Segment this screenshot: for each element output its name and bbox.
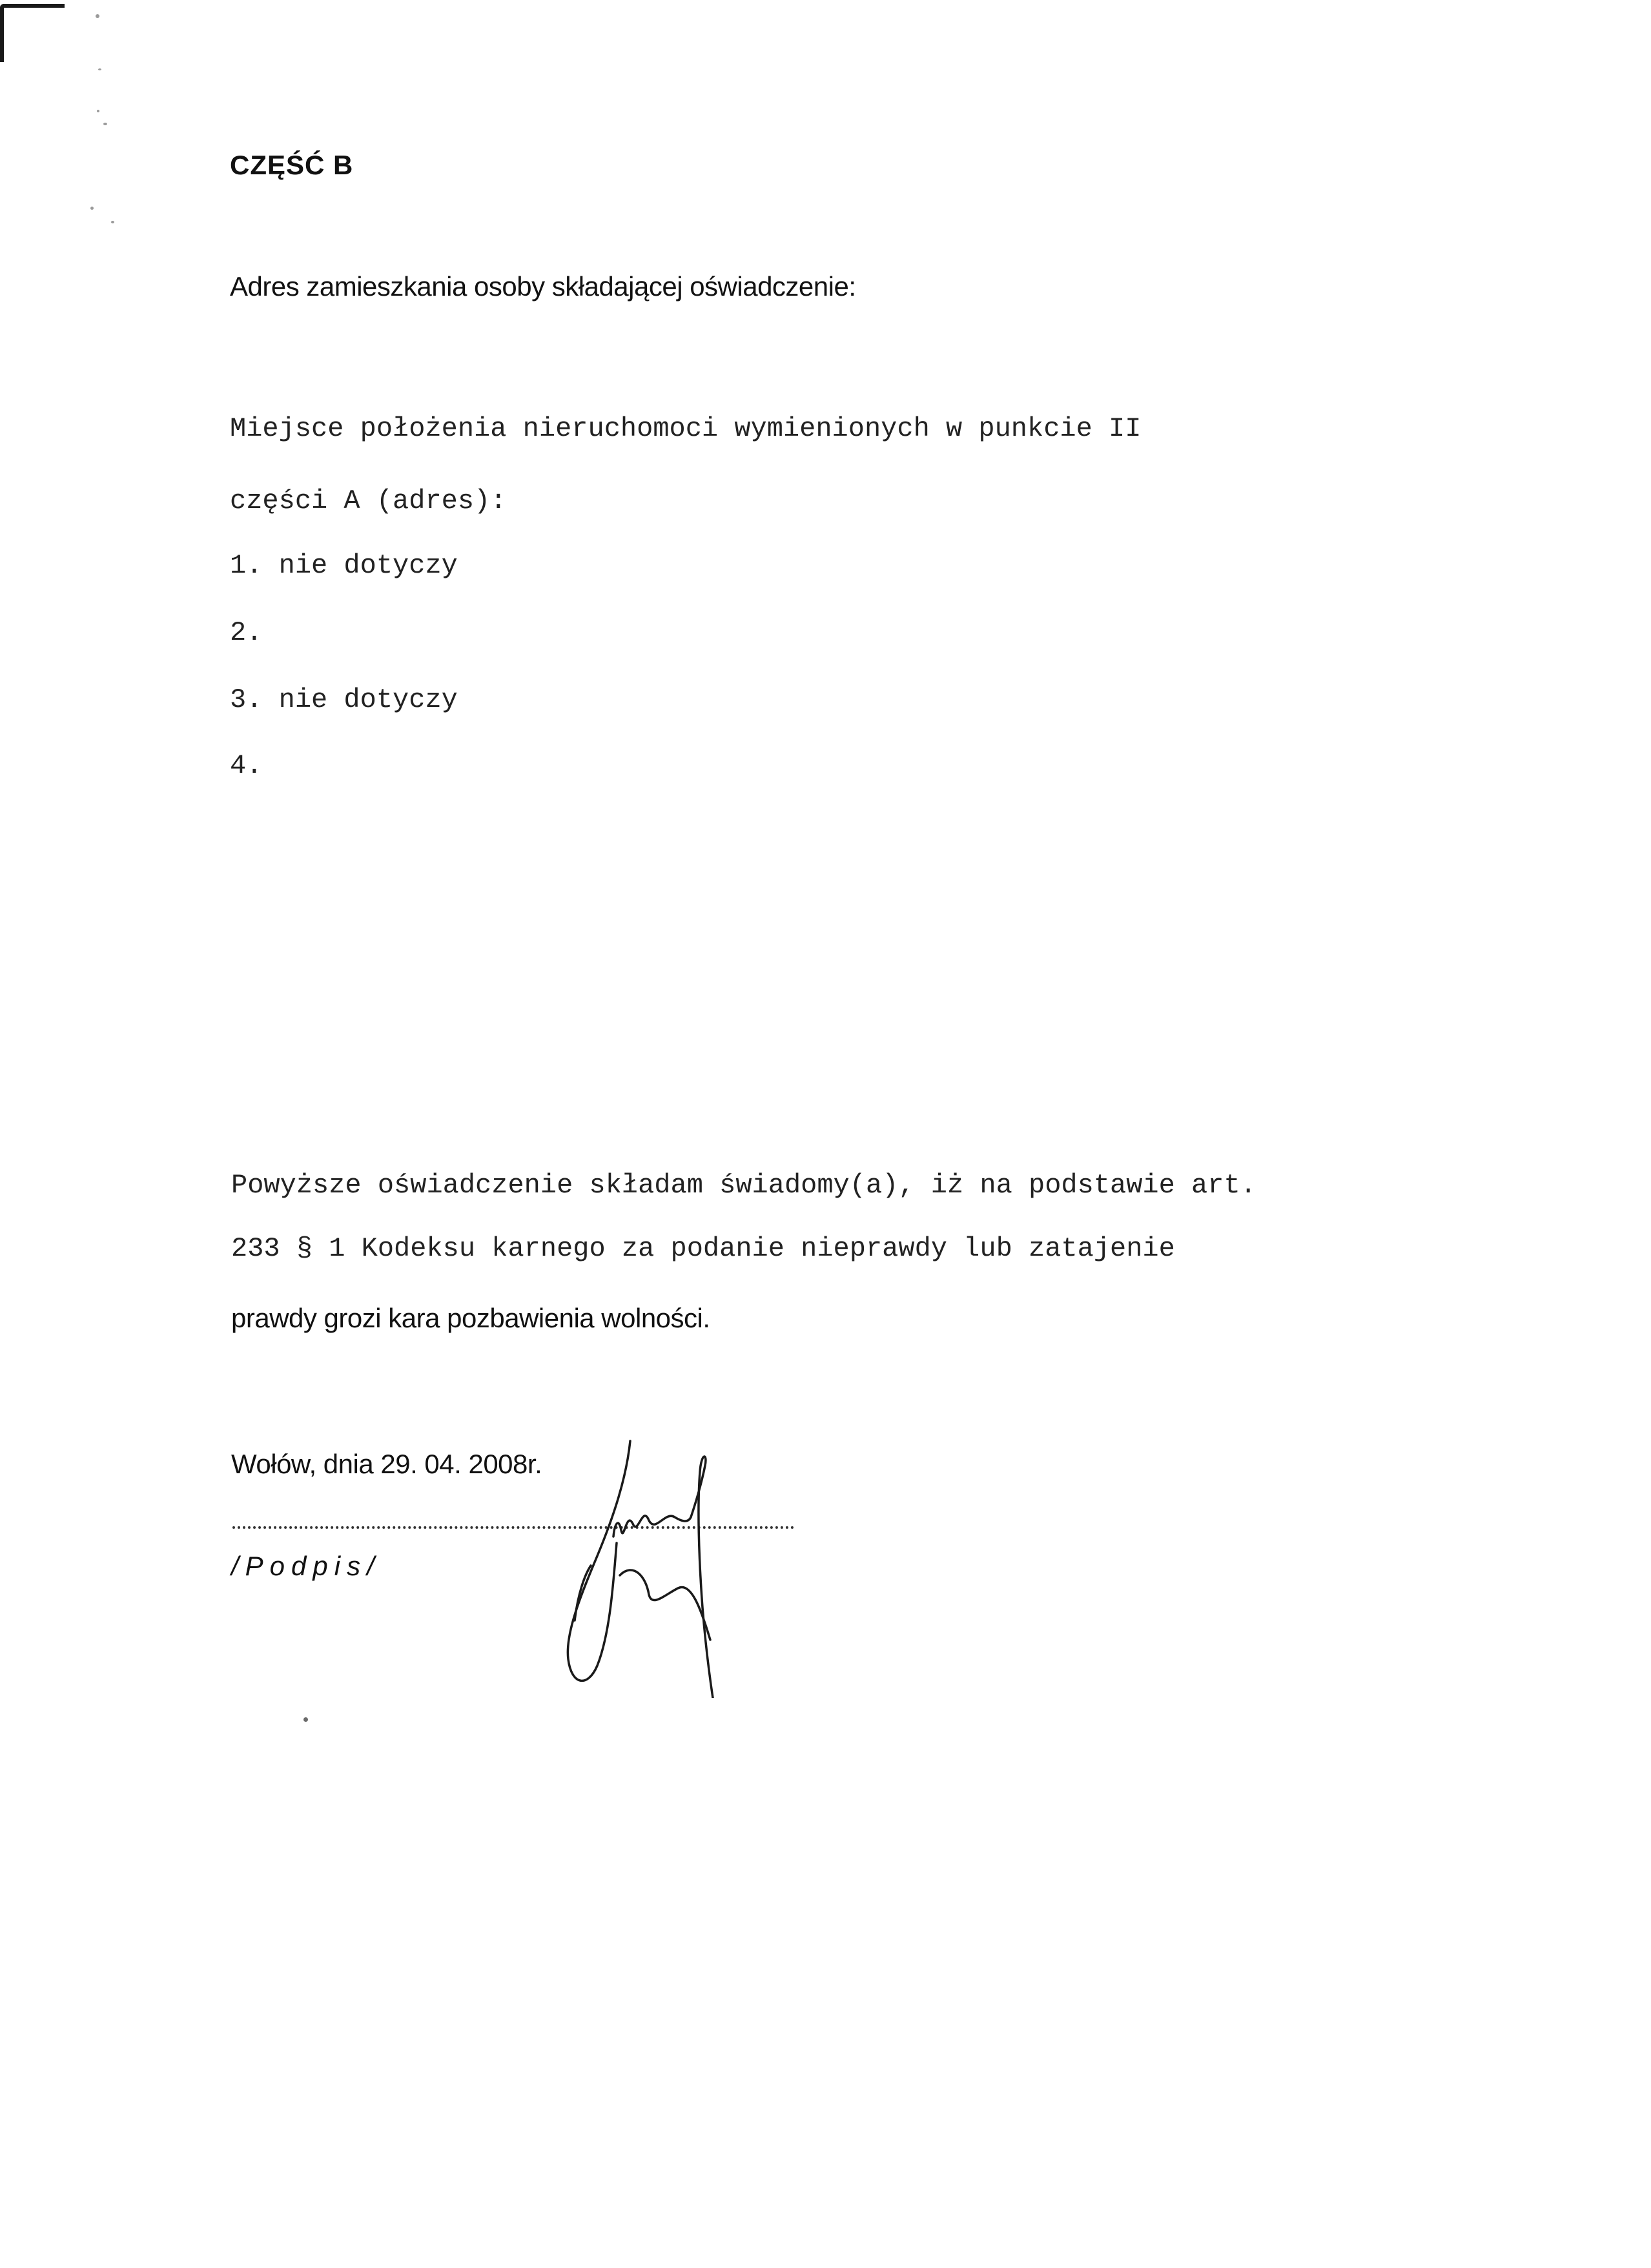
declaration-text: Powyższe oświadczenie składam świadomy(a), iż na podstawie art. [231,1170,1256,1201]
property-list-item: 2. [230,617,263,648]
scan-speck [98,68,101,70]
property-location-label: Miejsce położenia nieruchomoci wymienionych w punkcie II [230,413,1142,444]
scan-corner-mark [0,4,65,62]
address-label: Adres zamieszkania osoby składającej oświadczenie: [230,271,856,301]
property-list-item: 3. nie dotyczy [230,684,458,715]
declaration-text: 233 § 1 Kodeksu karnego za podanie nieprawdy lub zatajenie [231,1233,1175,1264]
scan-speck [111,221,114,223]
declaration-text: prawdy grozi kara pozbawienia wolności. [231,1303,710,1333]
scan-speck [90,207,94,210]
scan-speck [97,110,99,112]
scan-speck [103,123,107,125]
section-heading: CZĘŚĆ B [230,150,354,180]
handwritten-signature [536,1427,781,1698]
place-and-date: Wołów, dnia 29. 04. 2008r. [231,1449,542,1479]
property-list-item: 1. nie dotyczy [230,550,458,581]
property-location-label-continued: części A (adres): [230,485,507,516]
scan-speck [303,1717,308,1722]
signature-label: /Podpis/ [231,1551,381,1581]
property-list-item: 4. [230,750,263,781]
scan-speck [96,14,99,18]
